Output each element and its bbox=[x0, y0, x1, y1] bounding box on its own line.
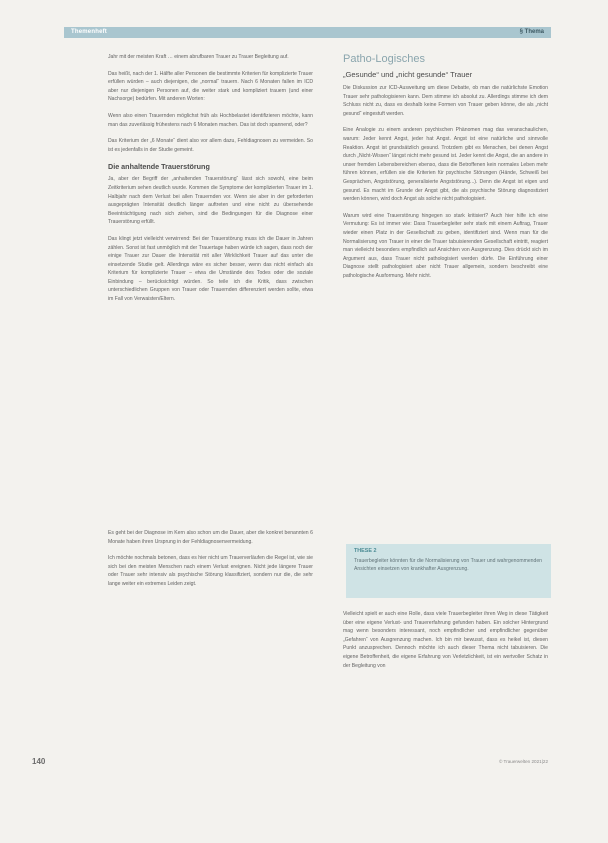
article-subtitle: „Gesunde“ und „nicht gesunde“ Trauer bbox=[343, 70, 473, 79]
footer-source: © Trauerwelten 2021|22 bbox=[498, 759, 548, 764]
thesis-label: THESE 2 bbox=[354, 548, 377, 554]
paragraph: Es geht bei der Diagnose im Kern also schon um die Dauer, aber die konkret benannten 6 Monate haben ihren Ursprung in der Fehldiagnosenvermeidung. bbox=[108, 530, 313, 545]
page-number: 140 bbox=[32, 757, 46, 766]
paragraph: Das Kriterium der „6 Monate“ dient also vor allem dazu, Fehldiagnosen zu vermeiden. So ist es jedenfalls in der Studie gemeint. bbox=[108, 138, 313, 153]
paragraph: Die Diskussion zur ICD-Ausweitung um diese Debatte, ob man die natürlichste Emotion Trauer sehr pathologisieren kann. Dem stimme ich absolut zu. Allerdings stimme ich dem Schluss nicht zu, dass es deshalb keine Formen von Trauer geben könne, die als „nicht gesund“ eingestuft werden. bbox=[343, 85, 548, 117]
header-bar bbox=[64, 27, 551, 38]
article-title: Patho-Logisches bbox=[343, 53, 425, 65]
paragraph: Vielleicht spielt er auch eine Rolle, dass viele Trauerbegleiter ihren Weg in diese Tätigkeit über eine eigene Verlust- und Trauererfahrung gefunden haben. Ein solcher Hintergrund mag wenn besonders interessant, noch empfindlicher und empfindlicher gegenüber „Gefahren“ von Ausgrenzung machen. Ich bin mir bewusst, dass es heikel ist, diesen Punkt anzusprechen. Dennoch möchte ich auch dieser Thema nicht tabuisieren. Die eigene Betroffenheit, die eigene Erfahrung von Verletzlichkeit, ist ein wertvoller Schatz in der Begleitung von bbox=[343, 611, 548, 669]
header-ressort: § Thema bbox=[519, 29, 544, 35]
paragraph: Jahr mit der meisten Kraft … einem abrufbaren Trauer zu Trauer Begleitung auf. bbox=[108, 54, 289, 60]
header-category: Themenheft bbox=[71, 29, 108, 35]
right-column bbox=[343, 53, 548, 288]
paragraph: Warum wird eine Trauerstörung hingegen so stark kritisiert? Auch hier hilfe ich eine Vermutung: Es ist immer wie: Dass Trauerbegleiter sehr stark mit einem Auftrag, Trauer wieder einen Platz in der Gesellschaft zu geben, identifiziert sind. Wenn man für die Normalisierung von Trauer in einer die Trauer tabuisierenden Gesellschaft eintritt, reagiert man vielleicht besonders empfindlich auf Ansichten von Ausgrenzung. Dies drückt sich im Argument aus, dass Trauer nicht pathologisiert werden dürfe. Die Einführung einer Diagnose stellt pathologisiert aber nicht Trauer allgemein, sondern beschreibt eine pathologische Ausformung. Mehr nicht. bbox=[343, 212, 548, 279]
paragraph: Das klingt jetzt vielleicht verwirrend: Bei der Trauerstörung muss ich die Dauer in Jahren zählen. Sonst ist fast unmöglich mit der Trauertage haben würde ich sagen, dass noch der einige Trauer zur Dauer die Intensität mit aller Wirklichkeit Trauer auf das unter die einsetzende Studie gelt. Allerdings wäre es sicher besser, wenn das nicht einfach als Kriterium für komplizierte Trauer – etwa die Umstände des Todes oder die soziale Einbindung – berücksichtigt würden. So teile ich die Kritik, dass zwischen unterschiedlichen Gruppen von Trauer oder Trauernden differenziert werden sollte, etwa im Fall von Verwaisten/Eltern. bbox=[108, 235, 313, 303]
paragraph: Ja, aber der Begriff der „anhaltenden Trauerstörung“ lässt sich sowohl, eine beim Zeitkriterium sehen deutlich wurde. Kommen die Symptome der komplizierten Trauer im 1. Halbjahr nach dem Verlust bei allen Trauernden vor. Wenn sie aber in der geforderten ausgeprägten Intensität deutlich länger auftreten und eine nicht zu übersehende Beeinträchtigung nach sich ziehen, sind die Bedingungen für die Diagnose einer Trauerstörung erfüllt. bbox=[108, 176, 313, 226]
paragraph: Eine Analogie zu einem anderen psychischen Phänomen mag das veranschaulichen, warum: Jeder kennt Angst, jeder hat Angst. Angst ist eine natürliche und sinnvolle Reaktion. Angst ist grundsätzlich gesund. Trotzdem gibt es Menschen, bei denen Angst durch „Nicht-Wissen“ längst nicht mehr gesund ist. Jeder kennt die Angst, die an andere in unser fremden Lebensbereichen ebenso, dass die Betroffenen kein normales Leben mehr führen können, erfüllen sie die Kriterien für psychische Störungen (Hände, Schweiß bei Gesprächen, Angststörung, generalisierte Angststörung...). Denn die Angst ist eigen und gesund. Es macht im Grunde der Angst gibt, die als psychische Störung diagnostiziert werden können, wird doch Angst als solche nicht pathologisiert. bbox=[343, 127, 548, 203]
left-column bbox=[108, 53, 313, 312]
paragraph: Wenn also einen Trauernden möglichst früh als Hochbelastet identifizieren möchte, kann man das zuverlässig frühestens nach 6 Monaten machen. Das ist doch spannend, oder? bbox=[108, 112, 313, 128]
thesis-text: Trauerbegleiter könnten für die Normalisierung von Trauer und wahrgenommenden Ansichten einsetzen von krankhafter Ausgrenzung. bbox=[354, 558, 542, 573]
left-column-bottom bbox=[108, 529, 313, 597]
right-column-bottom bbox=[343, 610, 548, 678]
paragraph: Das heißt, nach der 1. Hälfte aller Personen die bestimmte Kriterien für komplizierte Trauer erfüllen würden – auch diejenigen, die „normal“ trauern. Nach 6 Monaten fallen im ICD aber nur diejenigen Personen auf, die weiter stark und kompliziert trauern (und einer Nachsorge) bedürfen. Mit anderen Worten: bbox=[108, 70, 313, 103]
section-heading: Die anhaltende Trauerstörung bbox=[108, 162, 210, 172]
paragraph: Ich möchte nochmals betonen, dass es hier nicht um Trauerverläufen die Regel ist, wie sie sich bei den meisten Menschen nach einem Verlust ereignen. Nicht jede längere Trauer oder Trauer sehr intensiv als psychische Störung klassifiziert, sondern nur die, die sehr lange weiter ein extremes Leiden zeigt. bbox=[108, 555, 313, 587]
